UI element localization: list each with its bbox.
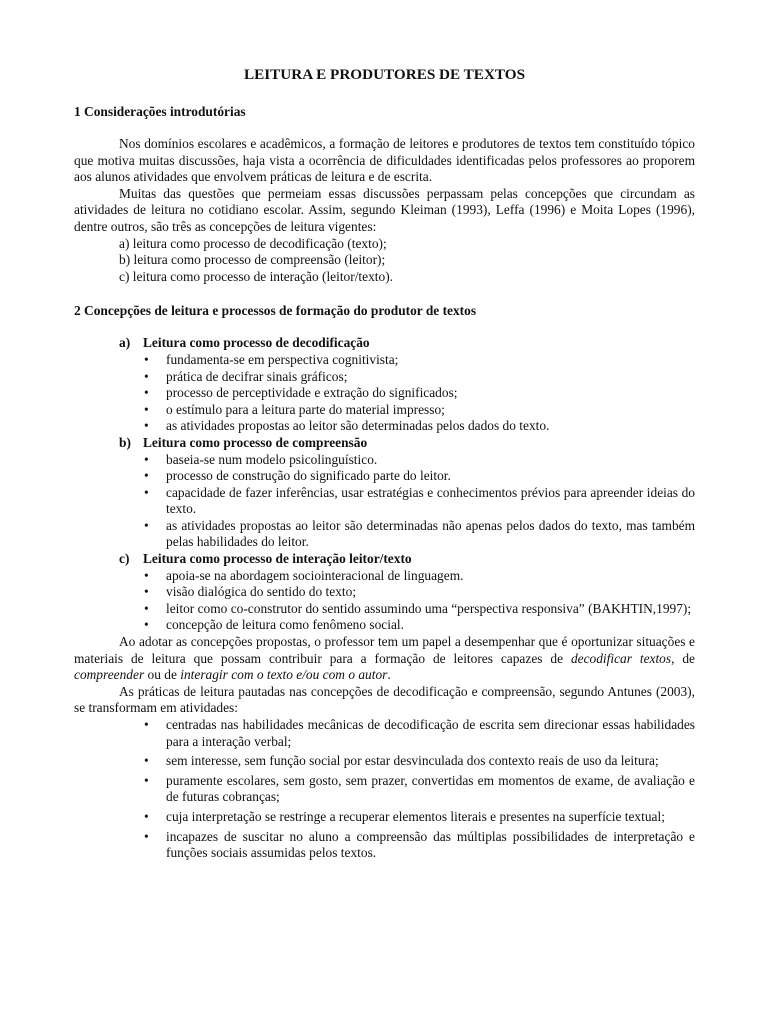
subsection-c-title: Leitura como processo de interação leitor/texto — [143, 551, 412, 567]
subsection-a-heading — [74, 335, 695, 352]
subsection-b-list — [74, 452, 695, 552]
document-title: LEITURA E PRODUTORES DE TEXTOS — [243, 66, 526, 83]
list-item: • incapazes de suscitar no aluno a compreensão das múltiplas possibilidades de interpretação e funções sociais assumidas pelos textos. — [166, 829, 695, 862]
emphasis-text: compreender — [74, 667, 145, 683]
section-2-heading: 2 Concepções de leitura e processos de formação do produtor de textos — [74, 303, 477, 319]
list-item: • fundamenta-se em perspectiva cognitivista; — [166, 352, 695, 369]
list-item: • capacidade de fazer inferências, usar estratégias e conhecimentos prévios para apreender ideias do texto. — [166, 485, 695, 518]
enum-item-b: b) leitura como processo de compreensão (leitor); — [119, 252, 386, 268]
section-1-heading: 1 Considerações introdutórias — [74, 104, 246, 119]
list-item: • visão dialógica do sentido do texto; — [166, 584, 695, 601]
enum-item-c: c) leitura como processo de interação (leitor/texto). — [119, 268, 394, 284]
list-item: • o estímulo para a leitura parte do material impresso; — [166, 402, 695, 419]
list-item: • processo de perceptividade e extração do significados; — [166, 385, 695, 402]
document-page — [74, 66, 695, 865]
subsection-b-title: Leitura como processo de compreensão — [143, 434, 368, 450]
intro-paragraph-2: Muitas das questões que permeiam essas discussões perpassam pelas concepções que circundam as atividades de leitura no cotidiano escolar. Assim, segundo Kleiman (1993), Leffa (1996) e Moita Lopes (1996), dentre outros, são três as concepções de leitura vigentes: — [74, 185, 695, 234]
list-item: • processo de construção do significado parte do leitor. — [166, 468, 695, 485]
emphasis-text: decodificar textos — [570, 650, 672, 666]
intro-paragraph-1: Nos domínios escolares e acadêmicos, a formação de leitores e produtores de textos tem constituído tópico que motiva muitas discussões, haja vista a ocorrência de dificuldades identificadas pelos professores ao proporem aos alunos atividades que envolvem práticas de leitura e de escrita. — [74, 136, 695, 185]
subsection-a-title: Leitura como processo de decodificação — [143, 335, 370, 351]
paragraph-text: . — [387, 667, 391, 683]
paragraph-text: Ao adotar as concepções propostas, o professor tem um papel a desempenhar que é oportunizar situações e materiais de leitura que possam contribuir para a formação de leitores capazes de — [74, 634, 695, 666]
teacher-role-paragraph — [74, 634, 695, 684]
subsection-a-label: a) — [119, 335, 131, 351]
list-item: • concepção de leitura como fenômeno social. — [166, 617, 695, 634]
subsection-a-list — [74, 352, 695, 435]
list-item: • centradas nas habilidades mecânicas de decodificação de escrita sem direcionar essas habilidades para a interação verbal; — [166, 717, 695, 750]
list-item: • cuja interpretação se restringe a recuperar elementos literais e presentes na superfície textual; — [166, 809, 695, 826]
list-item: • as atividades propostas ao leitor são determinadas pelos dados do texto. — [166, 418, 695, 435]
paragraph-text: , de — [671, 650, 695, 666]
list-item: • sem interesse, sem função social por estar desvinculada dos contexto reais de uso da leitura; — [166, 753, 695, 770]
subsection-c-list — [74, 568, 695, 634]
list-item: • as atividades propostas ao leitor são determinadas não apenas pelos dados do texto, mas também pelas habilidades do leitor. — [166, 518, 695, 551]
practices-intro-paragraph: As práticas de leitura pautadas nas concepções de decodificação e compreensão, segundo Antunes (2003), se transformam em atividades: — [74, 683, 695, 716]
list-item: • puramente escolares, sem gosto, sem prazer, convertidas em momentos de exame, de avaliação e de futuras cobranças; — [166, 773, 695, 806]
subsection-c-heading — [74, 551, 695, 568]
subsection-b-label: b) — [119, 434, 131, 450]
list-item: • baseia-se num modelo psicolinguístico. — [166, 452, 695, 469]
emphasis-text: interagir com o texto e/ou com o autor — [180, 667, 388, 683]
list-item: • leitor como co-construtor do sentido assumindo uma “perspectiva responsiva” (BAKHTIN,1997); — [166, 601, 695, 618]
list-item: • prática de decifrar sinais gráficos; — [166, 369, 695, 386]
enum-item-a: a) leitura como processo de decodificação (texto); — [119, 235, 387, 251]
practices-list — [74, 717, 695, 862]
subsection-b-heading — [74, 435, 695, 452]
subsection-c-label: c) — [119, 551, 130, 567]
paragraph-text: ou de — [144, 667, 181, 683]
list-item: • apoia-se na abordagem sociointeracional de linguagem. — [166, 568, 695, 585]
